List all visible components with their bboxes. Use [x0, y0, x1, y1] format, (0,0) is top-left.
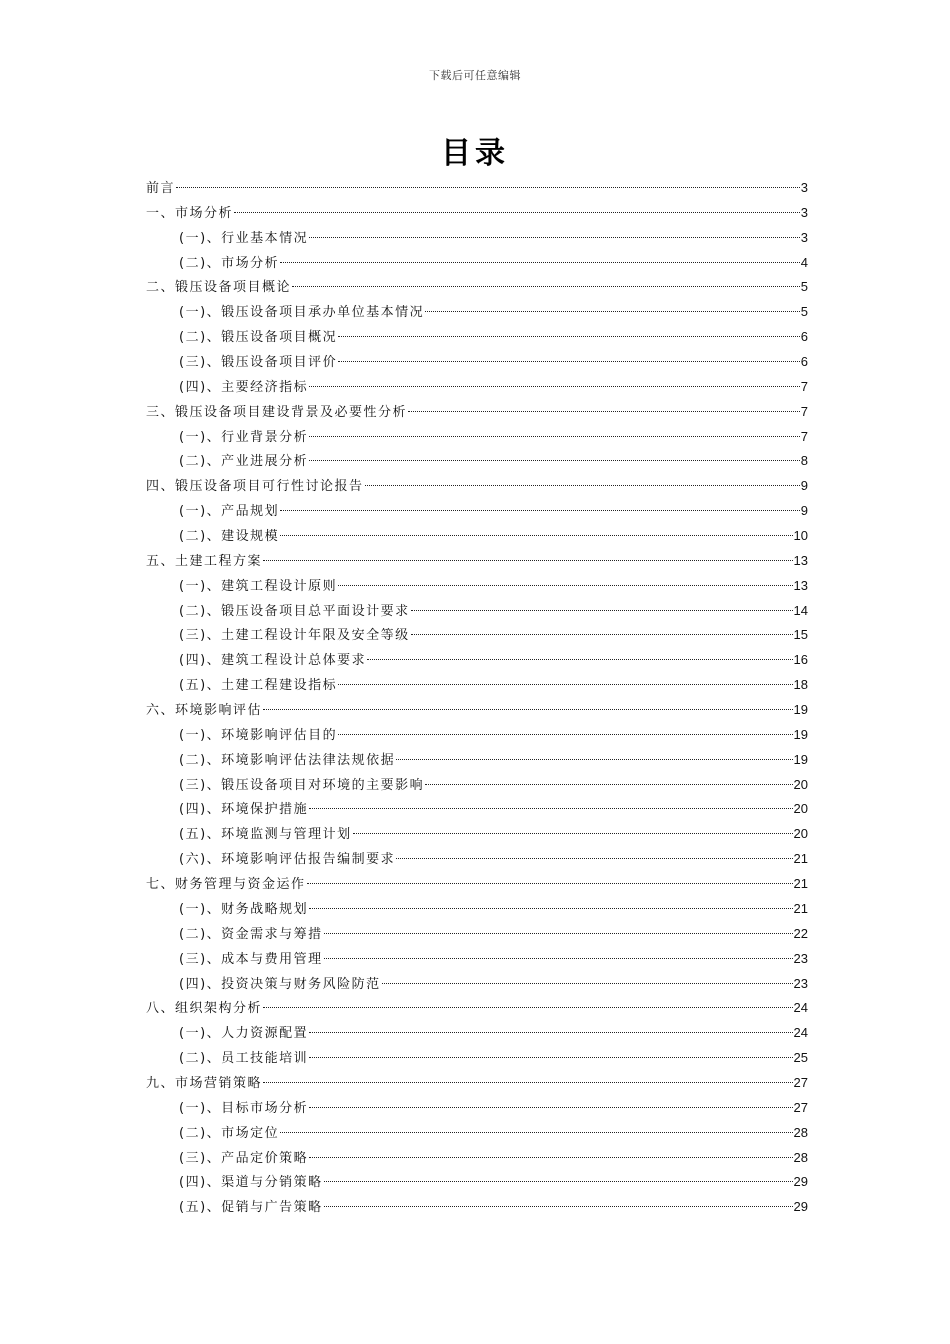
- toc-entry-title: (二)、建设规模: [179, 529, 280, 545]
- toc-entry[interactable]: [146, 648, 808, 673]
- toc-dot-leader: [309, 1032, 792, 1033]
- toc-entry[interactable]: [146, 1021, 808, 1046]
- toc-page-number: 23: [793, 950, 808, 966]
- toc-entry-title: 七、财务管理与资金运作: [146, 877, 306, 893]
- toc-page-number: 5: [800, 304, 808, 320]
- toc-entry-title: 五、土建工程方案: [146, 553, 263, 569]
- toc-entry[interactable]: [146, 797, 808, 822]
- toc-entry[interactable]: [146, 524, 808, 549]
- toc-dot-leader: [411, 634, 793, 635]
- toc-entry-title: (三)、锻压设备项目评价: [179, 355, 338, 371]
- toc-entry[interactable]: [146, 947, 808, 972]
- toc-page-number: 7: [800, 428, 808, 444]
- toc-dot-leader: [309, 436, 800, 437]
- toc-entry[interactable]: [146, 375, 808, 400]
- toc-entry-title: (二)、锻压设备项目总平面设计要求: [179, 603, 410, 619]
- toc-page-number: 18: [793, 677, 808, 693]
- toc-page-number: 5: [800, 279, 808, 295]
- toc-entry[interactable]: [146, 325, 808, 350]
- toc-page-number: 10: [793, 528, 808, 544]
- toc-dot-leader: [338, 684, 792, 685]
- toc-page-number: 20: [793, 801, 808, 817]
- toc-dot-leader: [411, 610, 793, 611]
- toc-dot-leader: [307, 883, 793, 884]
- toc-dot-leader: [353, 833, 793, 834]
- toc-entry[interactable]: [146, 897, 808, 922]
- toc-entry[interactable]: [146, 449, 808, 474]
- toc-entry[interactable]: [146, 1170, 808, 1195]
- toc-entry-title: (二)、市场定位: [179, 1125, 280, 1141]
- toc-dot-leader: [338, 336, 800, 337]
- toc-entry[interactable]: [146, 723, 808, 748]
- toc-entry-title: (四)、渠道与分销策略: [179, 1175, 323, 1191]
- toc-page-number: 6: [800, 354, 808, 370]
- toc-dot-leader: [324, 1181, 793, 1182]
- toc-entry[interactable]: [146, 1195, 808, 1220]
- toc-page-number: 22: [793, 925, 808, 941]
- toc-entry[interactable]: [146, 350, 808, 375]
- toc-entry-title: (二)、员工技能培训: [179, 1051, 309, 1067]
- toc-dot-leader: [324, 958, 793, 959]
- toc-entry[interactable]: [146, 698, 808, 723]
- toc-dot-leader: [382, 983, 793, 984]
- toc-entry-title: (一)、建筑工程设计原则: [179, 578, 338, 594]
- toc-page-number: 19: [793, 726, 808, 742]
- toc-entry[interactable]: [146, 822, 808, 847]
- toc-page-number: 7: [800, 378, 808, 394]
- toc-entry[interactable]: [146, 623, 808, 648]
- toc-entry-title: (五)、促销与广告策略: [179, 1200, 323, 1216]
- toc-entry-title: 三、锻压设备项目建设背景及必要性分析: [146, 404, 408, 420]
- toc-page-number: 15: [793, 627, 808, 643]
- toc-dot-leader: [309, 808, 792, 809]
- toc-page-number: 25: [793, 1050, 808, 1066]
- toc-page-number: 6: [800, 329, 808, 345]
- toc-entry-title: 四、锻压设备项目可行性讨论报告: [146, 479, 364, 495]
- toc-entry-title: 九、市场营销策略: [146, 1075, 263, 1091]
- toc-dot-leader: [408, 411, 800, 412]
- toc-page-number: 20: [793, 826, 808, 842]
- toc-dot-leader: [176, 187, 800, 188]
- toc-entry-title: (一)、环境影响评估目的: [179, 727, 338, 743]
- toc-entry[interactable]: [146, 599, 808, 624]
- toc-page-number: 9: [800, 503, 808, 519]
- toc-page-number: 28: [793, 1149, 808, 1165]
- toc-entry-title: (三)、土建工程设计年限及安全等级: [179, 628, 410, 644]
- toc-entry[interactable]: [146, 275, 808, 300]
- toc-entry[interactable]: [146, 425, 808, 450]
- toc-entry[interactable]: [146, 474, 808, 499]
- toc-dot-leader: [280, 262, 800, 263]
- toc-dot-leader: [425, 311, 800, 312]
- toc-page-number: 13: [793, 552, 808, 568]
- toc-dot-leader: [280, 510, 800, 511]
- toc-dot-leader: [309, 1057, 792, 1058]
- toc-entry-title: (一)、行业背景分析: [179, 429, 309, 445]
- toc-dot-leader: [367, 659, 792, 660]
- toc-entry[interactable]: [146, 226, 808, 251]
- toc-entry-title: 八、组织架构分析: [146, 1001, 263, 1017]
- toc-entry[interactable]: [146, 549, 808, 574]
- toc-dot-leader: [309, 460, 800, 461]
- toc-page-number: 14: [793, 602, 808, 618]
- toc-entry-title: (四)、建筑工程设计总体要求: [179, 653, 367, 669]
- toc-entry-title: 二、锻压设备项目概论: [146, 280, 292, 296]
- table-of-contents: [146, 176, 808, 1220]
- toc-dot-leader: [324, 1206, 793, 1207]
- toc-page-number: 21: [793, 900, 808, 916]
- toc-entry-title: (五)、环境监测与管理计划: [179, 827, 352, 843]
- toc-entry-title: (四)、主要经济指标: [179, 379, 309, 395]
- toc-page-number: 3: [800, 204, 808, 220]
- toc-entry-title: (一)、行业基本情况: [179, 230, 309, 246]
- toc-dot-leader: [309, 908, 792, 909]
- toc-entry-title: (一)、目标市场分析: [179, 1100, 309, 1116]
- toc-dot-leader: [365, 485, 800, 486]
- toc-dot-leader: [396, 759, 792, 760]
- toc-entry[interactable]: [146, 773, 808, 798]
- toc-page-number: 29: [793, 1174, 808, 1190]
- toc-dot-leader: [263, 560, 793, 561]
- toc-entry-title: (一)、财务战略规划: [179, 901, 309, 917]
- toc-dot-leader: [338, 585, 792, 586]
- toc-dot-leader: [309, 1107, 792, 1108]
- toc-entry[interactable]: [146, 748, 808, 773]
- toc-dot-leader: [234, 212, 800, 213]
- toc-entry[interactable]: [146, 1071, 808, 1096]
- toc-entry-title: (一)、人力资源配置: [179, 1026, 309, 1042]
- toc-dot-leader: [309, 386, 800, 387]
- toc-page-number: 28: [793, 1124, 808, 1140]
- toc-page-number: 4: [800, 254, 808, 270]
- toc-entry-title: (三)、锻压设备项目对环境的主要影响: [179, 777, 425, 793]
- toc-page-number: 8: [800, 453, 808, 469]
- toc-page-number: 27: [793, 1099, 808, 1115]
- toc-dot-leader: [338, 361, 800, 362]
- toc-dot-leader: [280, 1132, 792, 1133]
- toc-entry-title: (二)、产业进展分析: [179, 454, 309, 470]
- toc-entry[interactable]: [146, 1096, 808, 1121]
- toc-entry[interactable]: [146, 872, 808, 897]
- toc-entry-title: (四)、环境保护措施: [179, 802, 309, 818]
- toc-dot-leader: [263, 1082, 793, 1083]
- toc-entry[interactable]: [146, 176, 808, 201]
- toc-entry-title: (二)、市场分析: [179, 255, 280, 271]
- toc-page-number: 19: [793, 751, 808, 767]
- toc-entry-title: (一)、锻压设备项目承办单位基本情况: [179, 305, 425, 321]
- toc-page-number: 19: [793, 702, 808, 718]
- toc-dot-leader: [338, 734, 792, 735]
- toc-dot-leader: [309, 1157, 792, 1158]
- toc-entry-title: (一)、产品规划: [179, 504, 280, 520]
- toc-dot-leader: [263, 709, 793, 710]
- toc-entry[interactable]: [146, 847, 808, 872]
- toc-entry-title: 前言: [146, 181, 176, 196]
- toc-entry[interactable]: [146, 201, 808, 226]
- toc-entry-title: (二)、环境影响评估法律法规依据: [179, 752, 396, 768]
- toc-entry-title: (五)、土建工程建设指标: [179, 678, 338, 694]
- toc-page-number: 21: [793, 876, 808, 892]
- toc-entry[interactable]: [146, 996, 808, 1021]
- toc-entry[interactable]: [146, 300, 808, 325]
- toc-entry-title: 一、市场分析: [146, 205, 234, 221]
- toc-entry[interactable]: [146, 574, 808, 599]
- toc-page-number: 13: [793, 577, 808, 593]
- toc-entry-title: (二)、资金需求与筹措: [179, 926, 323, 942]
- toc-entry-title: (三)、成本与费用管理: [179, 951, 323, 967]
- toc-page-number: 23: [793, 975, 808, 991]
- toc-dot-leader: [324, 933, 793, 934]
- toc-entry[interactable]: [146, 673, 808, 698]
- header-note: 下载后可任意编辑: [429, 69, 521, 82]
- toc-dot-leader: [292, 286, 800, 287]
- toc-dot-leader: [263, 1007, 793, 1008]
- page-title: 目录: [441, 136, 509, 171]
- toc-entry-title: 六、环境影响评估: [146, 703, 263, 719]
- toc-page-number: 27: [793, 1074, 808, 1090]
- toc-page-number: 7: [800, 403, 808, 419]
- toc-entry-title: (三)、产品定价策略: [179, 1150, 309, 1166]
- toc-dot-leader: [425, 784, 792, 785]
- toc-entry[interactable]: [146, 922, 808, 947]
- toc-page-number: 3: [800, 180, 808, 195]
- toc-entry-title: (四)、投资决策与财务风险防范: [179, 976, 381, 992]
- toc-page-number: 21: [793, 851, 808, 867]
- toc-entry[interactable]: [146, 251, 808, 276]
- toc-page-number: 29: [793, 1199, 808, 1215]
- toc-dot-leader: [280, 535, 792, 536]
- toc-entry[interactable]: [146, 1046, 808, 1071]
- toc-entry[interactable]: [146, 1121, 808, 1146]
- toc-entry[interactable]: [146, 400, 808, 425]
- toc-page-number: 3: [800, 229, 808, 245]
- toc-page-number: 9: [800, 478, 808, 494]
- toc-page-number: 16: [793, 652, 808, 668]
- toc-dot-leader: [396, 858, 792, 859]
- toc-page-number: 20: [793, 776, 808, 792]
- toc-page-number: 24: [793, 1025, 808, 1041]
- toc-entry-title: (六)、环境影响评估报告编制要求: [179, 852, 396, 868]
- toc-entry[interactable]: [146, 972, 808, 997]
- toc-entry[interactable]: [146, 1146, 808, 1171]
- toc-dot-leader: [309, 237, 800, 238]
- toc-entry[interactable]: [146, 499, 808, 524]
- toc-page-number: 24: [793, 1000, 808, 1016]
- toc-entry-title: (二)、锻压设备项目概况: [179, 330, 338, 346]
